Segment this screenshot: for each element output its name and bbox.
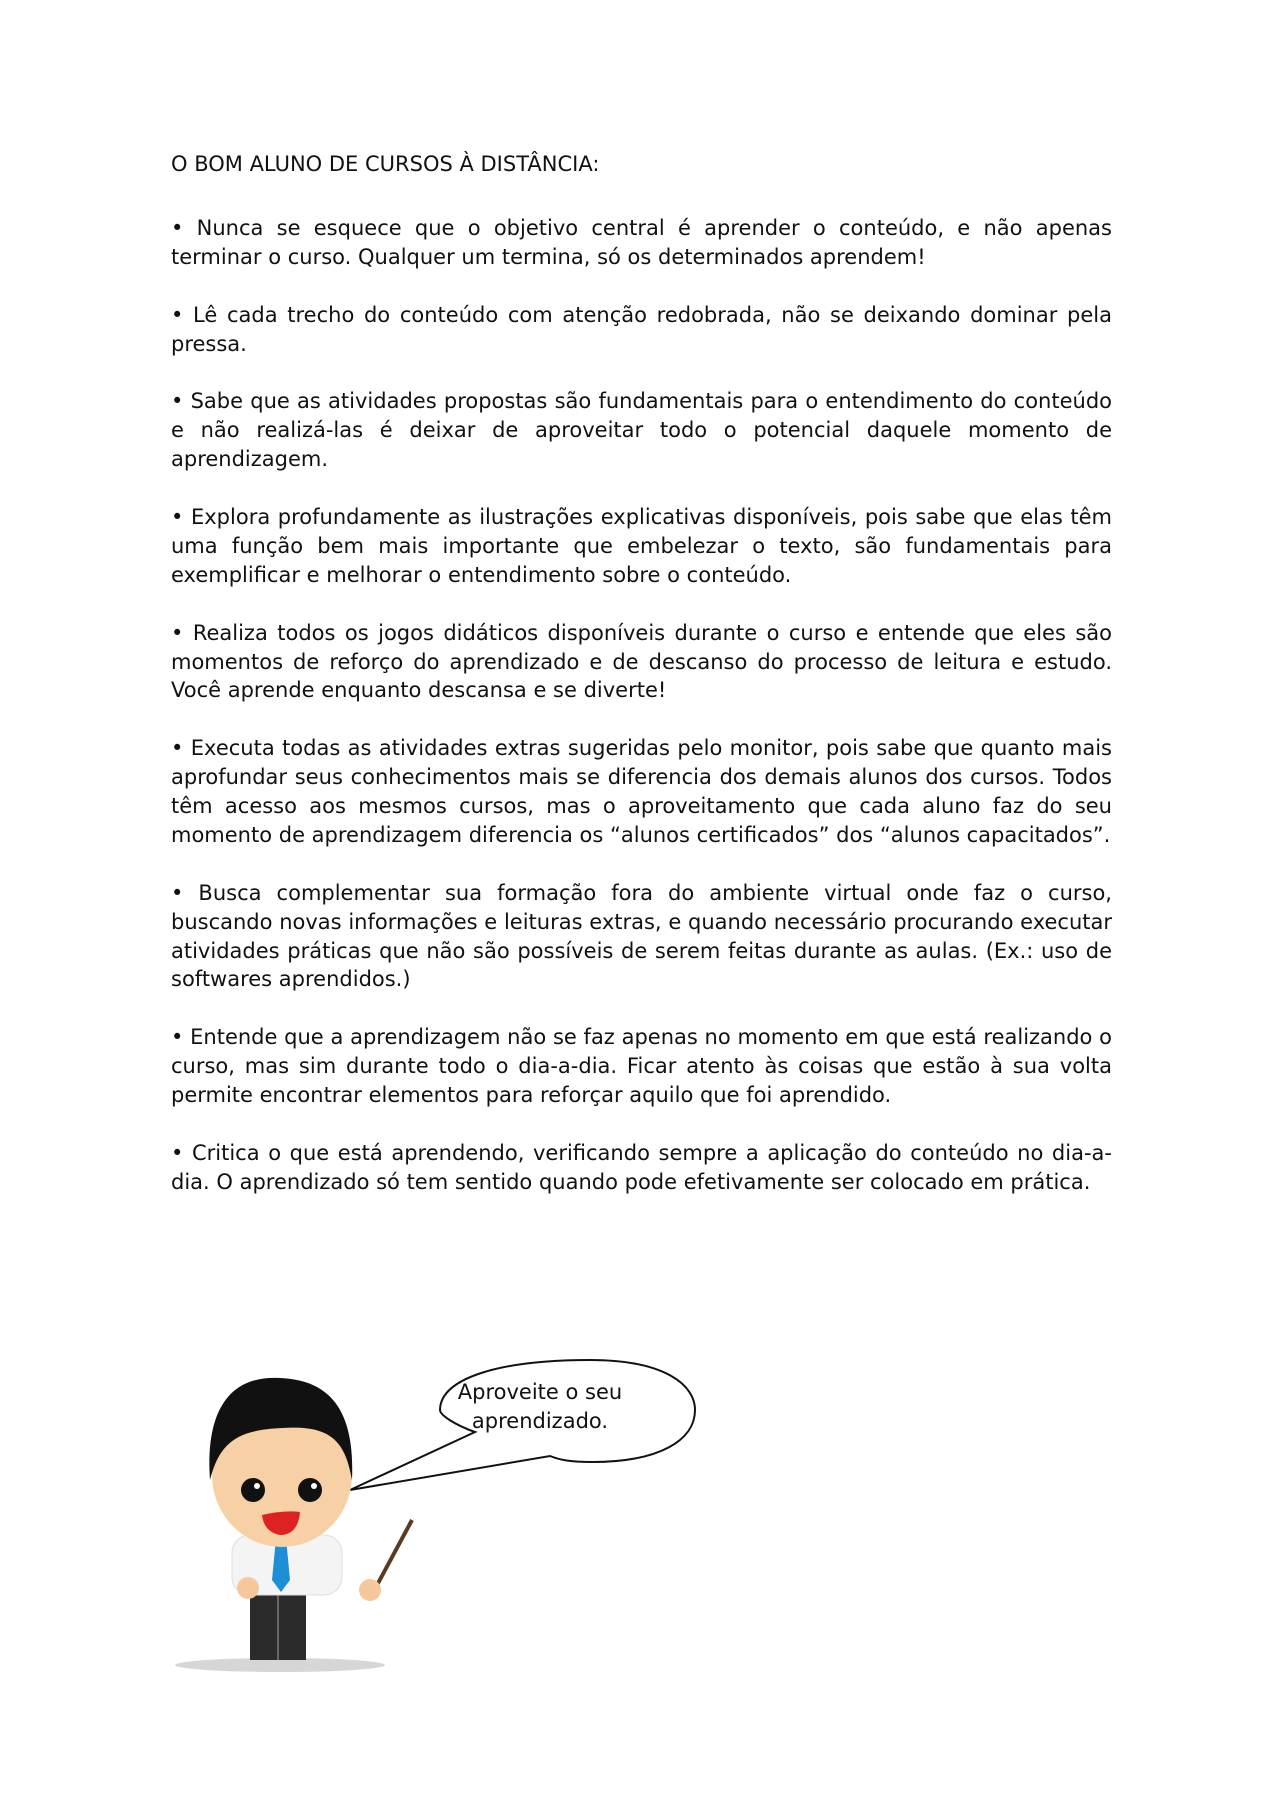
bullet-list xyxy=(171,214,1112,1226)
page-title: O BOM ALUNO DE CURSOS À DISTÂNCIA: xyxy=(171,152,600,176)
shadow xyxy=(175,1658,385,1672)
bubble-line-2: aprendizado. xyxy=(471,1409,609,1433)
list-item: • Realiza todos os jogos didáticos disponíveis durante o curso e entende que eles são momentos de reforço do aprendizado e de descanso do processo de leitura e estudo. Você aprende enquanto descansa e se diverte! xyxy=(171,620,1112,703)
list-item: • Explora profundamente as ilustrações explicativas disponíveis, pois sabe que elas têm uma função bem mais importante que embelezar o texto, são fundamentais para exemplificar e melhorar o entendimento sobre o conteúdo. xyxy=(171,505,1112,587)
list-item: • Lê cada trecho do conteúdo com atenção redobrada, não se deixando dominar pela pressa. xyxy=(171,302,1112,356)
list-item: • Nunca se esquece que o objetivo central é aprender o conteúdo, e não apenas terminar o curso. Qualquer um termina, só os determinados aprendem! xyxy=(171,216,1112,269)
bubble-line-1: Aproveite o seu xyxy=(457,1380,623,1404)
list-item: • Busca complementar sua formação fora do ambiente virtual onde faz o curso, buscando novas informações e leituras extras, e quando necessário procurando executar atividades práticas que não são possíveis de serem feitas durante as aulas. (Ex.: uso de softwares aprendidos.) xyxy=(171,880,1112,992)
list-item: • Executa todas as atividades extras sugeridas pelo monitor, pois sabe que quanto mais aprofundar seus conhecimentos mais se diferencia dos demais alunos dos cursos. Todos têm acesso aos mesmos cursos, mas o aproveitamento que cada aluno faz do seu momento de aprendizagem diferencia os “alunos certificados” dos “alunos capacitados”. xyxy=(171,736,1112,847)
list-item: • Critica o que está aprendendo, verificando sempre a aplicação do conteúdo no dia-a-dia. O aprendizado só tem sentido quando pode efetivamente ser colocado em prática. xyxy=(171,1140,1112,1194)
list-item: • Sabe que as atividades propostas são fundamentais para o entendimento do conteúdo e não realizá-las é deixar de aproveitar todo o potencial daquele momento de aprendizagem. xyxy=(171,389,1112,472)
list-item: • Entende que a aprendizagem não se faz apenas no momento em que está realizando o curso, mas sim durante todo o dia-a-dia. Ficar atento às coisas que estão à sua volta permite encontrar elementos para reforçar aquilo que foi aprendido. xyxy=(171,1025,1112,1108)
speech-bubble-text xyxy=(400,1378,680,1436)
